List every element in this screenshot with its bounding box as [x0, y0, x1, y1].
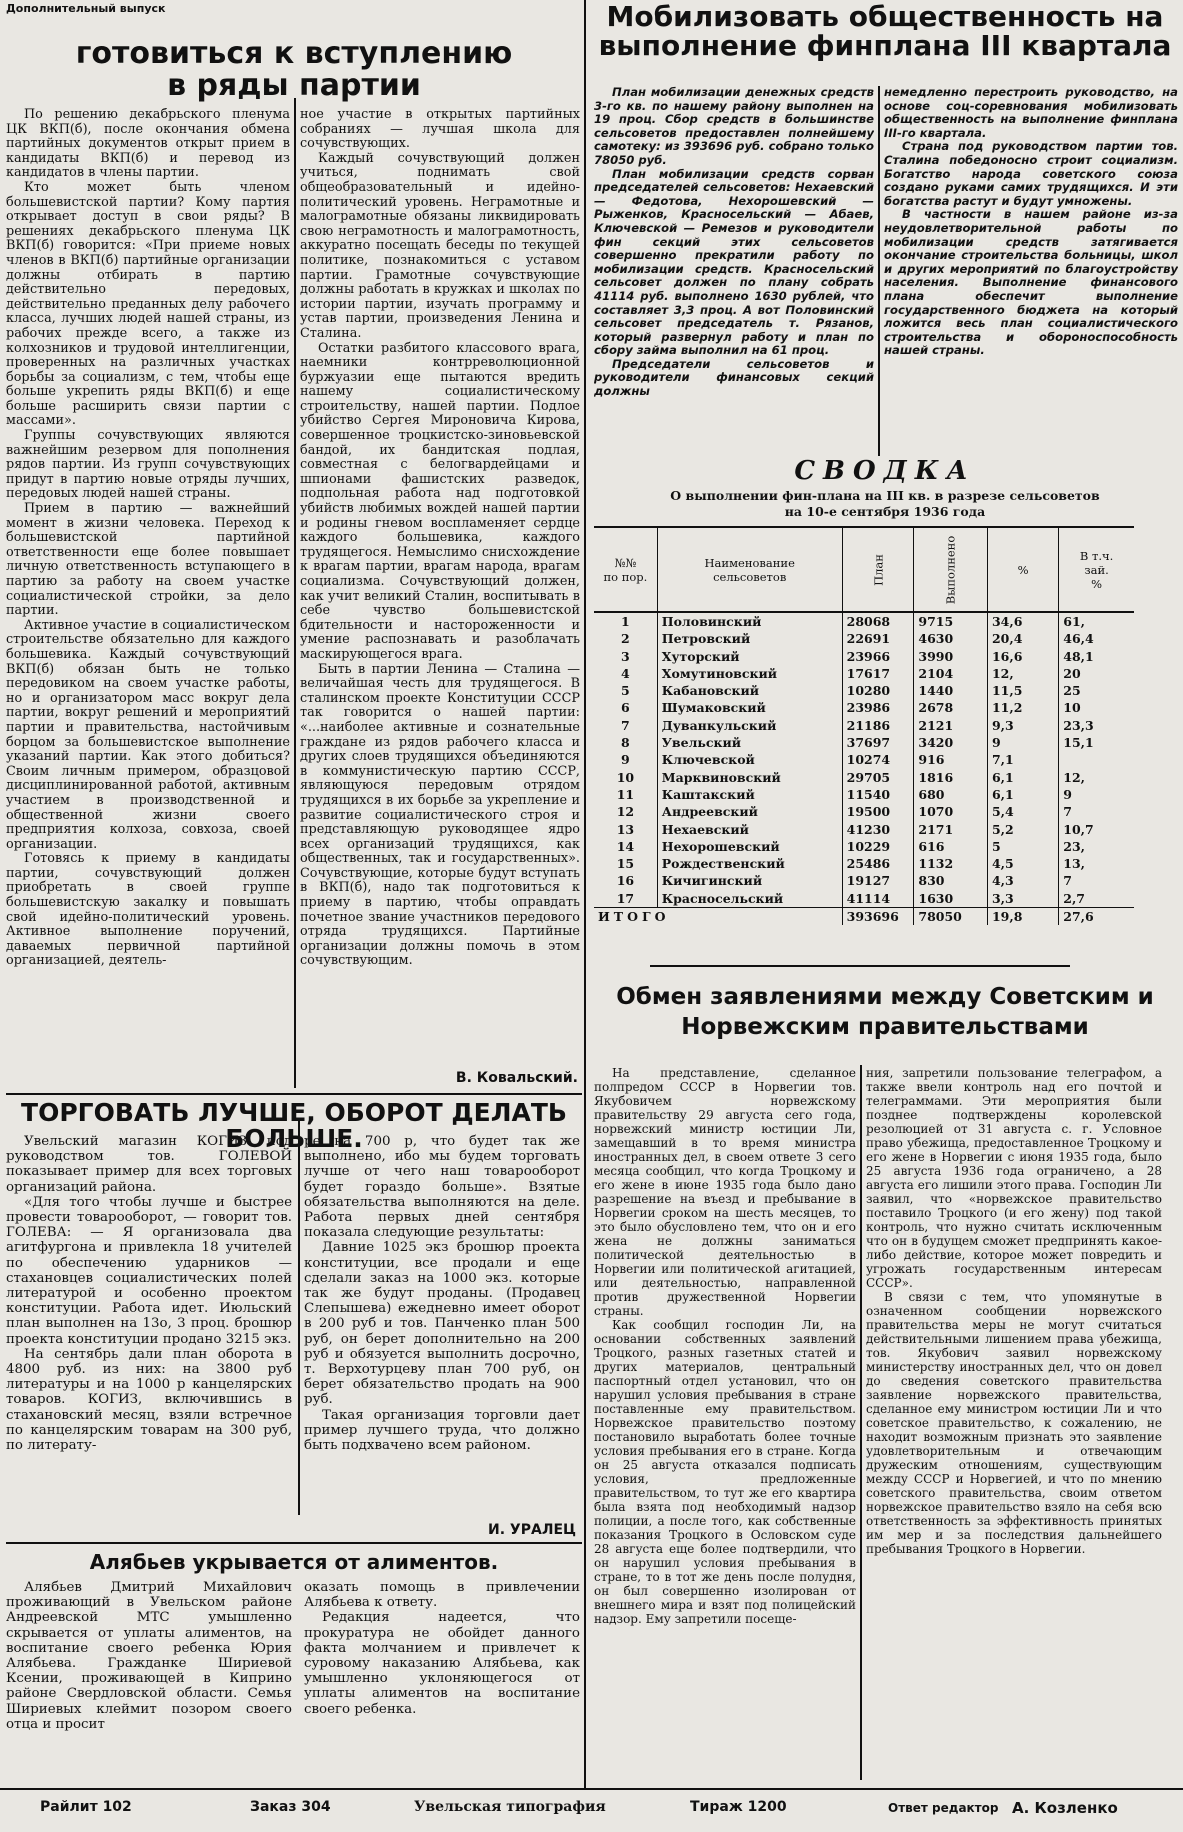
paragraph: ное участие в открытых партийных собраниях — лучшая школа для сочувствующих. — [300, 108, 580, 152]
header-number: №№ по пор. — [594, 528, 657, 612]
right-upper-divider — [878, 86, 880, 456]
article-party-col2 — [300, 108, 580, 1068]
rule-above-exchange — [650, 965, 1070, 967]
paragraph: Активное участие в социалистическом строительстве обязательно для каждого большевика. Каждый сочувствующий ВКП(б) обязан быть не только передовиком на своем участке работы, но и организатором масс вокруг дела партии, вокруг решений и мероприятий партии и правительства, настойчивым борцом за большевистское выполнение указаний партии. Как этого добиться? Своим личным примером, образцовой дисциплинированной работой, активным участием в производственной и общественной жизни своего предприятия колхоза, совхоза, своей организации. — [6, 617, 290, 852]
paragraph: Увельский магазин КОГИЗ под руководством тов. ГОЛЕВОЙ показывает пример для всех торговых организаций района. — [6, 1134, 292, 1195]
article-exchange-col2 — [866, 1066, 1162, 1782]
paragraph: немедленно перестроить руководство, на основе соц-соревнования мобилизовать общественность на выполнение финплана III-го квартала. — [884, 86, 1178, 140]
footer-raylit: Райлит 102 — [40, 1799, 132, 1815]
rule-above-alyabiev — [6, 1542, 582, 1544]
table-row: 8 Увельский 37697 3420 9 15,1 — [594, 734, 1134, 751]
footer-editor-label: Ответ редактор — [888, 1801, 999, 1815]
table-row: 15 Рождественский 25486 1132 4,5 13, — [594, 855, 1134, 872]
paragraph: Кто может быть членом большевистской партии? Кому партия открывает доступ в свои ряды? В решениях декабрьского пленума ЦК ВКП(б) говорится: «При приеме новых членов в ВКП(б) партийные организации должны отбирать в партию действительно передовых, действительно преданных делу рабочего класса, лучших людей нашей страны, из рабочих прежде всего, а также из колхозников и трудовой интеллигенции, проверенных на различных участках борьбы за социализм, с тем, чтобы еще больше укрепить ряды ВКП(б) и еще больше расширить связи партии с массами». — [6, 179, 290, 429]
paragraph: ре на 700 р, что будет так же выполнено, ибо мы будем торговать лучше от чего наш товарооборот будет гораздо больше». Взятые обязательства выполняются на деле. Работа первых дней сентября показала следующие результаты: — [304, 1134, 580, 1241]
table-row: 10 Марквиновский 29705 1816 6,1 12, — [594, 769, 1134, 786]
paragraph: План мобилизации денежных средств 3-го кв. по нашему району выполнен на 19 проц. Сбор средств в большинстве сельсоветов предоставлен полнейшему самотеку: из 393696 руб. собрано только 78050 руб. — [594, 86, 874, 167]
article-exchange-title — [590, 985, 1180, 1059]
article-party-title — [6, 38, 582, 102]
paragraph: По решению декабрьского пленума ЦК ВКП(б), после окончания обмена партийных документов открыт прием в кандидаты ВКП(б) и перевод из кандидатов в члены партии. — [6, 108, 290, 181]
article-finplan-title-line2: выполнение финплана III квартала — [598, 29, 1172, 63]
table-row: 1 Половинский 28068 9715 34,6 61, — [594, 612, 1134, 630]
article-party-title-line1: готовиться к вступлению — [75, 38, 513, 71]
table-row: 2 Петровский 22691 4630 20,4 46,4 — [594, 630, 1134, 647]
paragraph: Алябьев Дмитрий Михайлович проживающий в Увельском районе Андреевской МТС умышленно скрывается от уплаты алиментов, на воспитание своего ребенка Юрия Алябьева. Гражданке Шириевой Ксении, проживающей в Киприно районе Свердловской области. Семья Шириевых клеймит позором своего отца и просит — [6, 1580, 292, 1732]
header-done: Выполнено — [914, 528, 988, 612]
article-finplan-title-line1: Мобилизовать общественность на — [606, 2, 1164, 33]
table-row: 9 Ключевской 10274 916 7,1 — [594, 751, 1134, 768]
footer-circulation: Тираж 1200 — [690, 1799, 787, 1815]
article-alyabiev-col2 — [304, 1580, 580, 1782]
center-divider — [584, 0, 586, 1788]
paragraph: Готовясь к приему в кандидаты партии, сочувствующий должен приобретать в своей группе большевистскую закалку и повышать свой идейно-политический уровень. Активное выполнение поручений, даваемых первичной партийной организацией, деятель- — [6, 851, 290, 969]
article-finplan-title — [590, 2, 1180, 86]
right-lower-divider — [860, 1065, 862, 1780]
paragraph: Прием в партию — важнейший момент в жизни человека. Переход к большевистской партийной ответственности еще более повышает личную ответственность вступающего в партию за работу на своем участке социалистической стройки, за дело партии. — [6, 501, 290, 619]
table-row: 11 Каштакский 11540 680 6,1 9 — [594, 786, 1134, 803]
header-percent: % — [987, 528, 1058, 612]
article-alyabiev-col1 — [6, 1580, 292, 1782]
paragraph: План мобилизации средств сорван председателей сельсоветов: Нехаевский — Федотова, Нехорошевский — Рыженков, Красносельский — Абаев, Ключевской — Ремезов и руководители фин секций этих сельсоветов совершенно прекратили работу по мобилизации средств. Красносельский сельсовет должен по плану собрать 41114 руб. выполнено 1630 рублей, что составляет 3,3 проц. А вот Половинский сельсовет председатель т. Рязанов, который развернул работу и план по сбору займа выполнил на 61 проц. — [594, 166, 874, 358]
article-trade-col1 — [6, 1134, 292, 1536]
paragraph: Страна под руководством партии тов. Сталина победоносно строит социализм. Богатство народа советского союза создано руками самих трудящихся. И эти богатства растут и будут умножены. — [884, 139, 1178, 208]
paragraph: ния, запретили пользование телеграфом, а также ввели контроль над его почтой и телеграммами. Эти мероприятия были позднее подтверждены королевской резолюцией от 31 августа с. г. Условное право убежища, предоставленное Троцкому и его жене в Норвегии с июня 1935 года, было 25 августа 1936 года ограничено, а 28 августа его лишили этого права. Господин Ли заявил, что «норвежское правительство поставило Троцкого (и его жену) под такой контроль, что нужно считать исключенным что он в будущем сможет предпринять какое-либо действие, которое может повредить и угрожать государственным интересам СССР». — [866, 1066, 1162, 1290]
left-lower-divider — [298, 1120, 300, 1515]
table-row: 13 Нехаевский 41230 2171 5,2 10,7 — [594, 821, 1134, 838]
footer-editor-name: А. Козленко — [1012, 1799, 1118, 1817]
svodka-table — [594, 528, 1134, 925]
paragraph: Быть в партии Ленина — Сталина — величайшая честь для трудящегося. В сталинском проекте Конституции СССР так говорится о нашей партии: «...наиболее активные и сознательные граждане из рядов рабочего класса и других слоев трудящихся объединяются в коммунистическую партию СССР, являющуюся передовым отрядом трудящихся в их борьбе за укрепление и развитие социалистического строя и представляющую руководящее ядро всех организаций трудящихся, как общественных, так и государственных». Сочувствующие, которые будут вступать в ВКП(б), надо так подготовиться к приему в партию, чтобы оправдать почетное звание участников передового отряда трудящихся. Партийные организации должны помочь в этом сочувствующим. — [300, 661, 580, 969]
paragraph: Такая организация торговли дает пример лучшего труда, что должно быть подхвачено всем районом. — [304, 1407, 580, 1454]
paragraph: На сентябрь дали план оборота в 4800 руб. из них: на 3800 руб литературы и на 1000 р канцелярских товаров. КОГИЗ, включившись в стахановский месяц, взяли встречное по канцелярским товарам на 300 руб, по литерату- — [6, 1346, 292, 1454]
paragraph: В частности в нашем районе из-за неудовлетворительной работы по мобилизации средств затягивается окончание строительства больницы, школ и других мероприятий по благоустройству населения. Выполнение финансового плана обеспечит выполнение государственного бюджета на который ложится весь план социалистического строительства и обороноспособность нашей страны. — [884, 207, 1178, 358]
article-exchange-col1 — [594, 1066, 856, 1782]
left-inner-divider — [294, 98, 296, 1088]
article-finplan-col2 — [884, 86, 1178, 458]
paragraph: Председатели сельсоветов и руководители финансовых секций должны — [594, 356, 874, 399]
table-total-row: ИТОГО 393696 78050 19,8 27,6 — [594, 908, 1134, 926]
article-exchange-title-line2: Норвежским правительствами — [681, 1014, 1089, 1041]
paragraph: Давние 1025 экз брошюр проекта конституции, все продали и еще сделали заказ на 1000 экз. которые так же будут проданы. (Продавец Слепышева) ежедневно имеет оборот в 200 руб и тов. Панченко план 500 руб, он берет дополнительно на 200 руб и обязуется выполнить досрочно, т. Верхотурцеву план 700 руб, он берет обязательство продать на 900 руб. — [304, 1240, 580, 1408]
article-finplan-col1 — [594, 86, 874, 458]
table-row: 12 Андреевский 19500 1070 5,4 7 — [594, 803, 1134, 820]
header-plan: План — [842, 528, 914, 612]
table-row: 5 Кабановский 10280 1440 11,5 25 — [594, 682, 1134, 699]
paragraph: В связи с тем, что упомянутые в означенном сообщении норвежского правительства меры не могут считаться действительными лишением права убежища, тов. Якубович заявил норвежскому министерству иностранных дел, что он довел до сведения советского правительства заявление норвежского правительства, сделанное ему министром юстиции Ли и что советское правительство, к сожалению, не находит возможным признать это заявление удовлетворительным и отвечающим дружеским отношениям, существующим между СССР и Норвегией, и что по мнению советского правительства, своим ответом норвежское правительство взяло на себя всю ответственность за эффективность принятых им мер и за последствия дальнейшего пребывания Троцкого в Норвегии. — [866, 1290, 1162, 1556]
paragraph: оказать помощь в привлечении Алябьева к ответу. — [304, 1580, 580, 1611]
article-trade-signature: И. УРАЛЕЦ — [488, 1522, 576, 1538]
paragraph: Каждый сочувствующий должен учиться, поднимать свой общеобразовательный и идейно-политический уровень. Неграмотные и малограмотные обязаны ликвидировать свою неграмотность и малограмотность, аккуратно посещать беседы по текущей политике, познакомиться с уставом партии. Грамотные сочувствующие должны работать в кружках и школах по истории партии, изучать программу и устав партии, произведения Ленина и Сталина. — [300, 150, 580, 341]
header-name: Наименование сельсоветов — [657, 528, 842, 612]
table-row: 14 Нехорошевский 10229 616 5 23, — [594, 838, 1134, 855]
paragraph: «Для того чтобы лучше и быстрее провести товарооборот, — говорит тов. ГОЛЕВА: — Я организовала два агитфургона и привлекла 18 учителей по обеспечению ударников — стахановцев социалистических полей литературой и особенно проектом конституции. Работа идет. Июльский план выполнен на 13о, 3 проц. брошюр проекта конституции продано 3215 экз. — [6, 1194, 292, 1347]
article-alyabiev-title: Алябьев укрывается от алиментов. — [89, 1550, 499, 1574]
table-row: 3 Хуторский 23966 3990 16,6 48,1 — [594, 648, 1134, 665]
rule-footer — [0, 1788, 1183, 1790]
svodka-table-wrap — [594, 526, 1134, 948]
article-party-col1 — [6, 108, 290, 1088]
article-trade-title: ТОРГОВАТЬ ЛУЧШЕ, ОБОРОТ ДЕЛАТЬ БОЛЬШЕ. — [21, 1098, 567, 1154]
paragraph: На представление, сделанное полпредом СССР в Норвегии тов. Якубовичем норвежскому правительству 29 августа сего года, норвежский министр юстиции Ли, замещавший в то время министра иностранных дел, в своем ответе 3 сего месяца сообщил, что когда Троцкому и его жене в июне 1935 года было дано разрешение на въезд и пребывание в Норвегии сроком на шесть месяцев, то это было обусловлено тем, что он и его жена не должны заниматься политической деятельностью в Норвегии или политической агитацией, или деятельностью, направленной против дружественной Норвегии страны. — [594, 1066, 856, 1318]
table-row: 4 Хомутиновский 17617 2104 12, 20 — [594, 665, 1134, 682]
footer-order: Заказ 304 — [250, 1799, 331, 1815]
header-incl: В т.ч. зай. % — [1059, 528, 1134, 612]
paragraph: Редакция надеется, что прокуратура не обойдет данного факта молчанием и привлечет к суровому наказанию Алябьева, как умышленно уклоняющегося от уплаты алиментов на воспитание своего ребенка. — [304, 1610, 580, 1717]
svodka-subtitle-1: О выполнении фин-плана на III кв. в разрезе сельсоветов — [670, 488, 1100, 503]
paragraph: Как сообщил господин Ли, на основании собственных заявлений Троцкого, разных газетных статей и других материалов, центральный паспортный отдел установил, что он нарушил условия пребывания в стране поставленные ему правительством. Норвежское правительство поэтому постановило выработать более точные условия пребывания его в стране. Когда он 25 августа отказался подписать условия, предложенные правительством, то тут же его квартира была взята под необходимый надзор полиции, а после того, как собственные показания Троцкого в Ословском суде 28 августа еще более подтвердили, что он нарушил условия пребывания в стране, то в тот же день после полудня, он был совершенно изолирован от внешнего мира и взят под полицейский надзор. Ему запретили посеще- — [594, 1318, 856, 1626]
svodka-title: СВОДКА — [794, 456, 976, 486]
svodka-subtitle-2: на 10-е сентября 1936 года — [784, 504, 986, 519]
top-fragment: Дополнительный выпуск — [6, 2, 166, 15]
article-party-signature: В. Ковальский. — [455, 1070, 578, 1086]
table-row: 16 Кичигинский 19127 830 4,3 7 — [594, 872, 1134, 889]
table-row: 7 Дуванкульский 21186 2121 9,3 23,3 — [594, 717, 1134, 734]
svodka-rows — [594, 612, 1134, 925]
table-row: 17 Красносельский 41114 1630 3,3 2,7 — [594, 890, 1134, 908]
footer-printer: Увельская типография — [414, 1799, 606, 1815]
paragraph: Остатки разбитого классового врага, наемники контрреволюционной буржуазии еще пытаются вредить нашему социалистическому строительству, нашей партии. Подлое убийство Сергея Мироновича Кирова, совершенное троцкистско-зиновьевской бандой, их бандитская подлая, совместная с белогвардейцами и шпионами фашистских разведок, подпольная работа над подготовкой убийств любимых вождей нашей партии и родины гневом воспламеняет сердце каждого большевика, каждого трудящегося. Немыслимо снисхождение к врагам партии, врагам народа, врагам социализма. Сочувствующий должен, как учит великий Сталин, воспитывать в себе чувство большевистской бдительности и настороженности и умение распознавать и разоблачать маскирующегося врага. — [300, 340, 580, 662]
footer — [0, 1793, 1183, 1823]
rule-above-trade — [6, 1093, 582, 1095]
article-party-title-line2: в ряды партии — [167, 67, 421, 102]
article-exchange-title-line1: Обмен заявлениями между Советским и — [616, 985, 1154, 1010]
table-row: 6 Шумаковский 23986 2678 11,2 10 — [594, 699, 1134, 716]
paragraph: Группы сочувствующих являются важнейшим резервом для пополнения рядов партии. Из групп сочувствующих придут в партию новые отряды лучших, передовых людей нашей страны. — [6, 428, 290, 502]
article-trade-col2 — [304, 1134, 580, 1519]
